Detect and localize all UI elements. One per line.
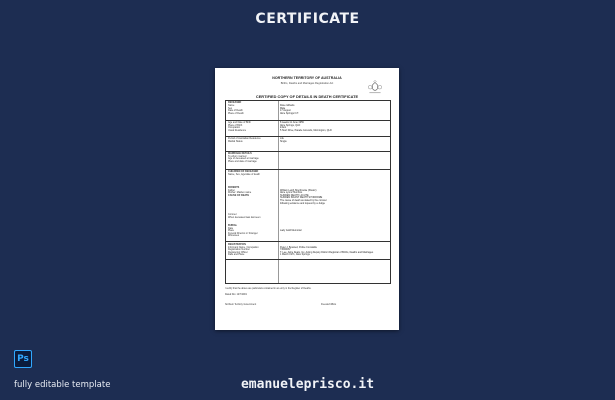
- row-label: Date and Place: [228, 253, 245, 257]
- row-label: Name: [228, 104, 235, 107]
- row-value: 1 March 1971, Alice Springs: [280, 253, 310, 257]
- row-label: Marital Status: [228, 139, 243, 143]
- row-value: Lady Gold Memorial: [280, 229, 302, 233]
- row-label: PARENTS: [228, 186, 240, 189]
- row-value: 8 weeks 11 June 1959: [280, 121, 304, 124]
- row-value: Single: [280, 139, 287, 143]
- row-label: Place of Death: [228, 111, 244, 115]
- row-value: Male: [280, 106, 286, 110]
- details-table: [225, 100, 391, 284]
- row-value: The cause of death as stated by the coroner: [280, 199, 327, 202]
- row-value: SUDDEN DEATH / ACUTE: [280, 193, 309, 197]
- certify-statement: I certify that the above are particulars contained in an entry in the Register of Deaths.: [225, 288, 312, 290]
- row-label: Age of deceased at marriage: [228, 157, 259, 161]
- row-label: Place of Birth: [228, 123, 243, 127]
- signature-right: Freesia Killfors: [321, 304, 337, 306]
- row-label: Funeral Director or Stranger: [228, 231, 258, 235]
- row-label: Sex: [228, 106, 233, 110]
- document-subheading: Births, Deaths and Marriages Registration Act: [280, 82, 334, 85]
- row-label: Name, Sex, Age/date of death: [228, 172, 260, 176]
- row-value: SUDDEN INFANT DEATH SYNDROME: [280, 196, 323, 200]
- row-label: Date: [228, 226, 234, 230]
- row-value: William Leigh Sherbrooke (Pastor): [280, 188, 317, 192]
- row-value: Alice Springs N.T.: [280, 111, 299, 115]
- row-label: Mother: Maiden name: [228, 191, 252, 195]
- row-value: T. Lee, Ashe Deals, Inc. Acting Deputy District Registrar of Births, Deaths and Marriages: [280, 250, 374, 254]
- row-value: 5 Sturt Drive, Parade Grounds, Mornington, QLD: [280, 128, 332, 132]
- row-value: 17 August: [280, 109, 291, 113]
- row-label: Registering Officer: [228, 250, 248, 254]
- row-label: Informant Name, Occupation: [228, 245, 259, 249]
- row-value: following evidence and inquest by a Judge: [280, 201, 325, 205]
- row-label: Coroner: [228, 213, 237, 216]
- row-label: Usual Residence: [228, 128, 247, 132]
- row-label: Occupation: [228, 126, 241, 130]
- website-link[interactable]: emanueleprisco.it: [240, 377, 375, 392]
- row-label: Period of Australian Residence: [228, 137, 261, 140]
- document-heading: NORTHERN TERRITORY OF AUSTRALIA: [272, 76, 342, 80]
- editable-template-label: fully editable template: [14, 380, 111, 390]
- row-label: To whom married: [228, 154, 247, 158]
- row-value: Alice Springs, QLD: [280, 123, 301, 127]
- row-value: Peter J. Bousted, Police Constable: [280, 245, 317, 249]
- row-label: Age and Date of Birth: [228, 121, 251, 124]
- row-value: 73690067: [280, 248, 291, 252]
- section-divider: [226, 259, 390, 260]
- signature-left: Northern Territory Government: [225, 304, 257, 306]
- row-label: CAUSE OF DEATH: [228, 193, 250, 197]
- certificate-title: CERTIFIED COPY OF DETAILS IN DEATH CERTIFICATE: [255, 94, 359, 99]
- column-divider: [278, 101, 279, 283]
- row-label: MARRIAGE DETAILS: [228, 152, 252, 155]
- photoshop-icon: Ps: [14, 350, 32, 368]
- certificate-document: [215, 68, 399, 330]
- row-value: Life: [280, 137, 284, 140]
- row-value: Infant: [280, 126, 286, 130]
- row-label: REGISTRATION: [228, 243, 246, 246]
- row-label: Father: [228, 188, 235, 192]
- row-label: CHILDREN OF DECEASED: [228, 170, 259, 173]
- row-value: Alice Lynne Hutchins: [280, 191, 303, 195]
- row-label: Registration Number: [228, 248, 250, 252]
- row-label: Date of Death: [228, 109, 243, 113]
- date-line: Dated this: 12/7/2019: [225, 294, 247, 296]
- page-title: CERTIFICATE: [255, 11, 360, 27]
- row-label: DECEASED: [228, 101, 242, 104]
- row-label: Place and date of marriage: [228, 159, 257, 163]
- row-label: When deceased was last seen: [228, 215, 261, 219]
- row-label: BURIAL: [228, 224, 238, 227]
- row-label: Witnesses: [228, 234, 240, 238]
- row-label: Place: [228, 229, 234, 233]
- row-value: Rose Gilbarts: [280, 104, 295, 107]
- section-divider: [226, 241, 390, 242]
